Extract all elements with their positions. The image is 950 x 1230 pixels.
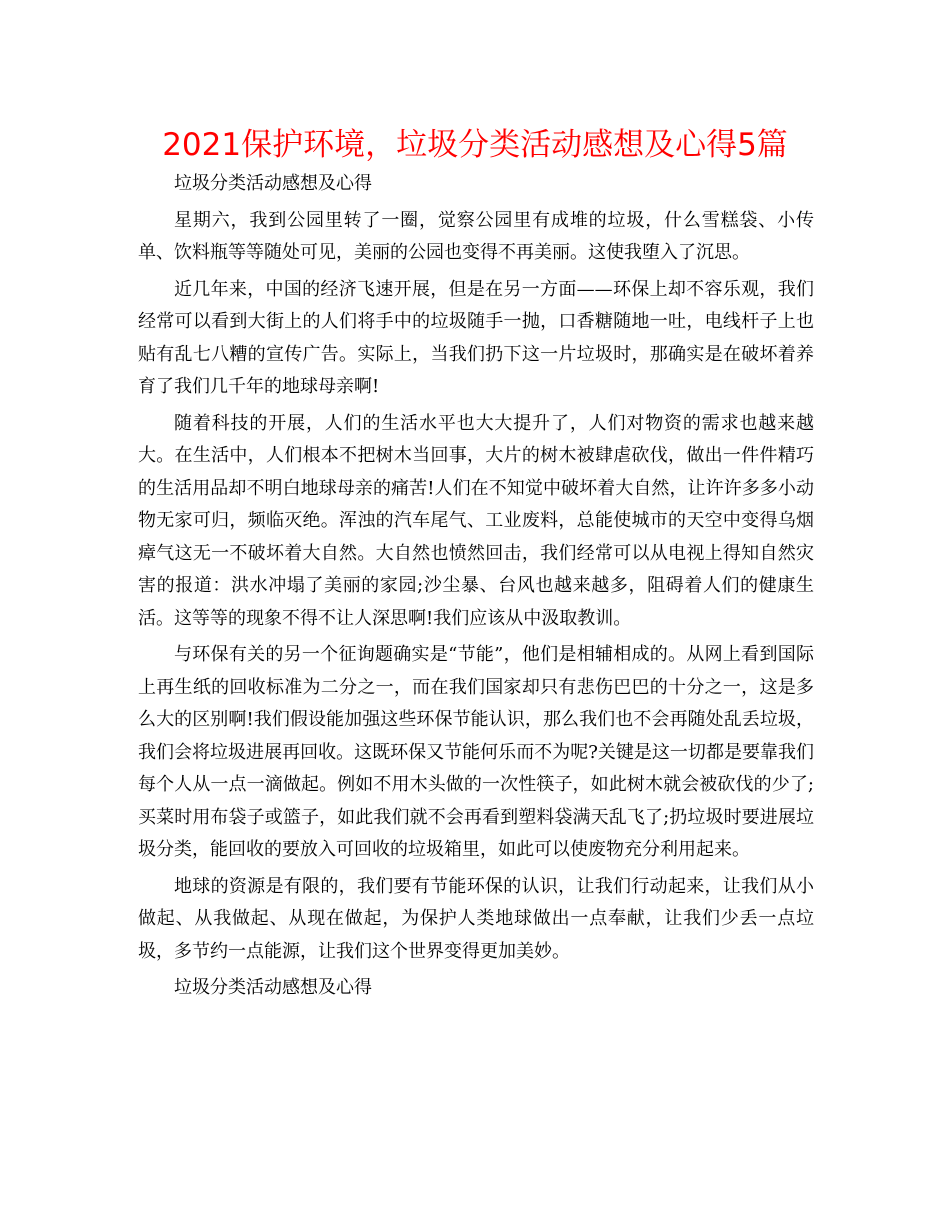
paragraph: 星期六，我到公园里转了一圈，觉察公园里有成堆的垃圾，什么雪糕袋、小传单、饮料瓶等等随处可见，美丽的公园也变得不再美丽。这使我堕入了沉思。 [138,209,814,263]
paragraph: 近几年来，中国的经济飞速开展，但是在另一方面——环保上却不容乐观，我们经常可以看到大街上的人们将手中的垃圾随手一抛，口香糖随地一吐，电线杆子上也贴有乱七八糟的宣传广告。实际上，当我们扔下这一片垃圾时，那确实是在破坏着养育了我们几千年的地球母亲啊! [138,278,814,397]
document-body [138,168,814,1009]
paragraph: 与环保有关的另一个征询题确实是“节能”，他们是相辅相成的。从网上看到国际上再生纸的回收标准为二分之一，而在我们国家却只有悲伤巴巴的十分之一，这是多么大的区别啊!我们假设能加强这些环保节能认识，那么我们也不会再随处乱丢垃圾，我们会将垃圾进展再回收。这既环保又节能何乐而不为呢?关键是这一切都是要靠我们每个人从一点一滴做起。例如不用木头做的一次性筷子，如此树木就会被砍伐的少了;买菜时用布袋子或篮子，如此我们就不会再看到塑料袋满天乱飞了;扔垃圾时要进展垃圾分类，能回收的要放入可回收的垃圾箱里，如此可以使废物充分利用起来。 [138,644,814,860]
section-heading: 垃圾分类活动感想及心得 [174,173,372,194]
paragraph: 地球的资源是有限的，我们要有节能环保的认识，让我们行动起来，让我们从小做起、从我做起、从现在做起，为保护人类地球做出一点奉献，让我们少丢一点垃圾，多节约一点能源，让我们这个世界变得更加美妙。 [138,875,814,962]
section-heading: 垃圾分类活动感想及心得 [174,977,372,998]
paragraph: 随着科技的开展，人们的生活水平也大大提升了，人们对物资的需求也越来越大。在生活中，人们根本不把树木当回事，大片的树木被肆虐砍伐，做出一件件精巧的生活用品却不明白地球母亲的痛苦!人们在不知觉中破坏着大自然，让许许多多小动物无家可归，频临灭绝。浑浊的汽车尾气、工业废料，总能使城市的天空中变得乌烟瘴气这无一不破坏着大自然。大自然也愤然回击，我们经常可以从电视上得知自然灾害的报道：洪水冲塌了美丽的家园;沙尘暴、台风也越来越多，阻碍着人们的健康生活。这等等的现象不得不让人深思啊!我们应该从中汲取教训。 [138,412,814,629]
document-title: 2021保护环境，垃圾分类活动感想及心得5篇 [162,127,788,163]
